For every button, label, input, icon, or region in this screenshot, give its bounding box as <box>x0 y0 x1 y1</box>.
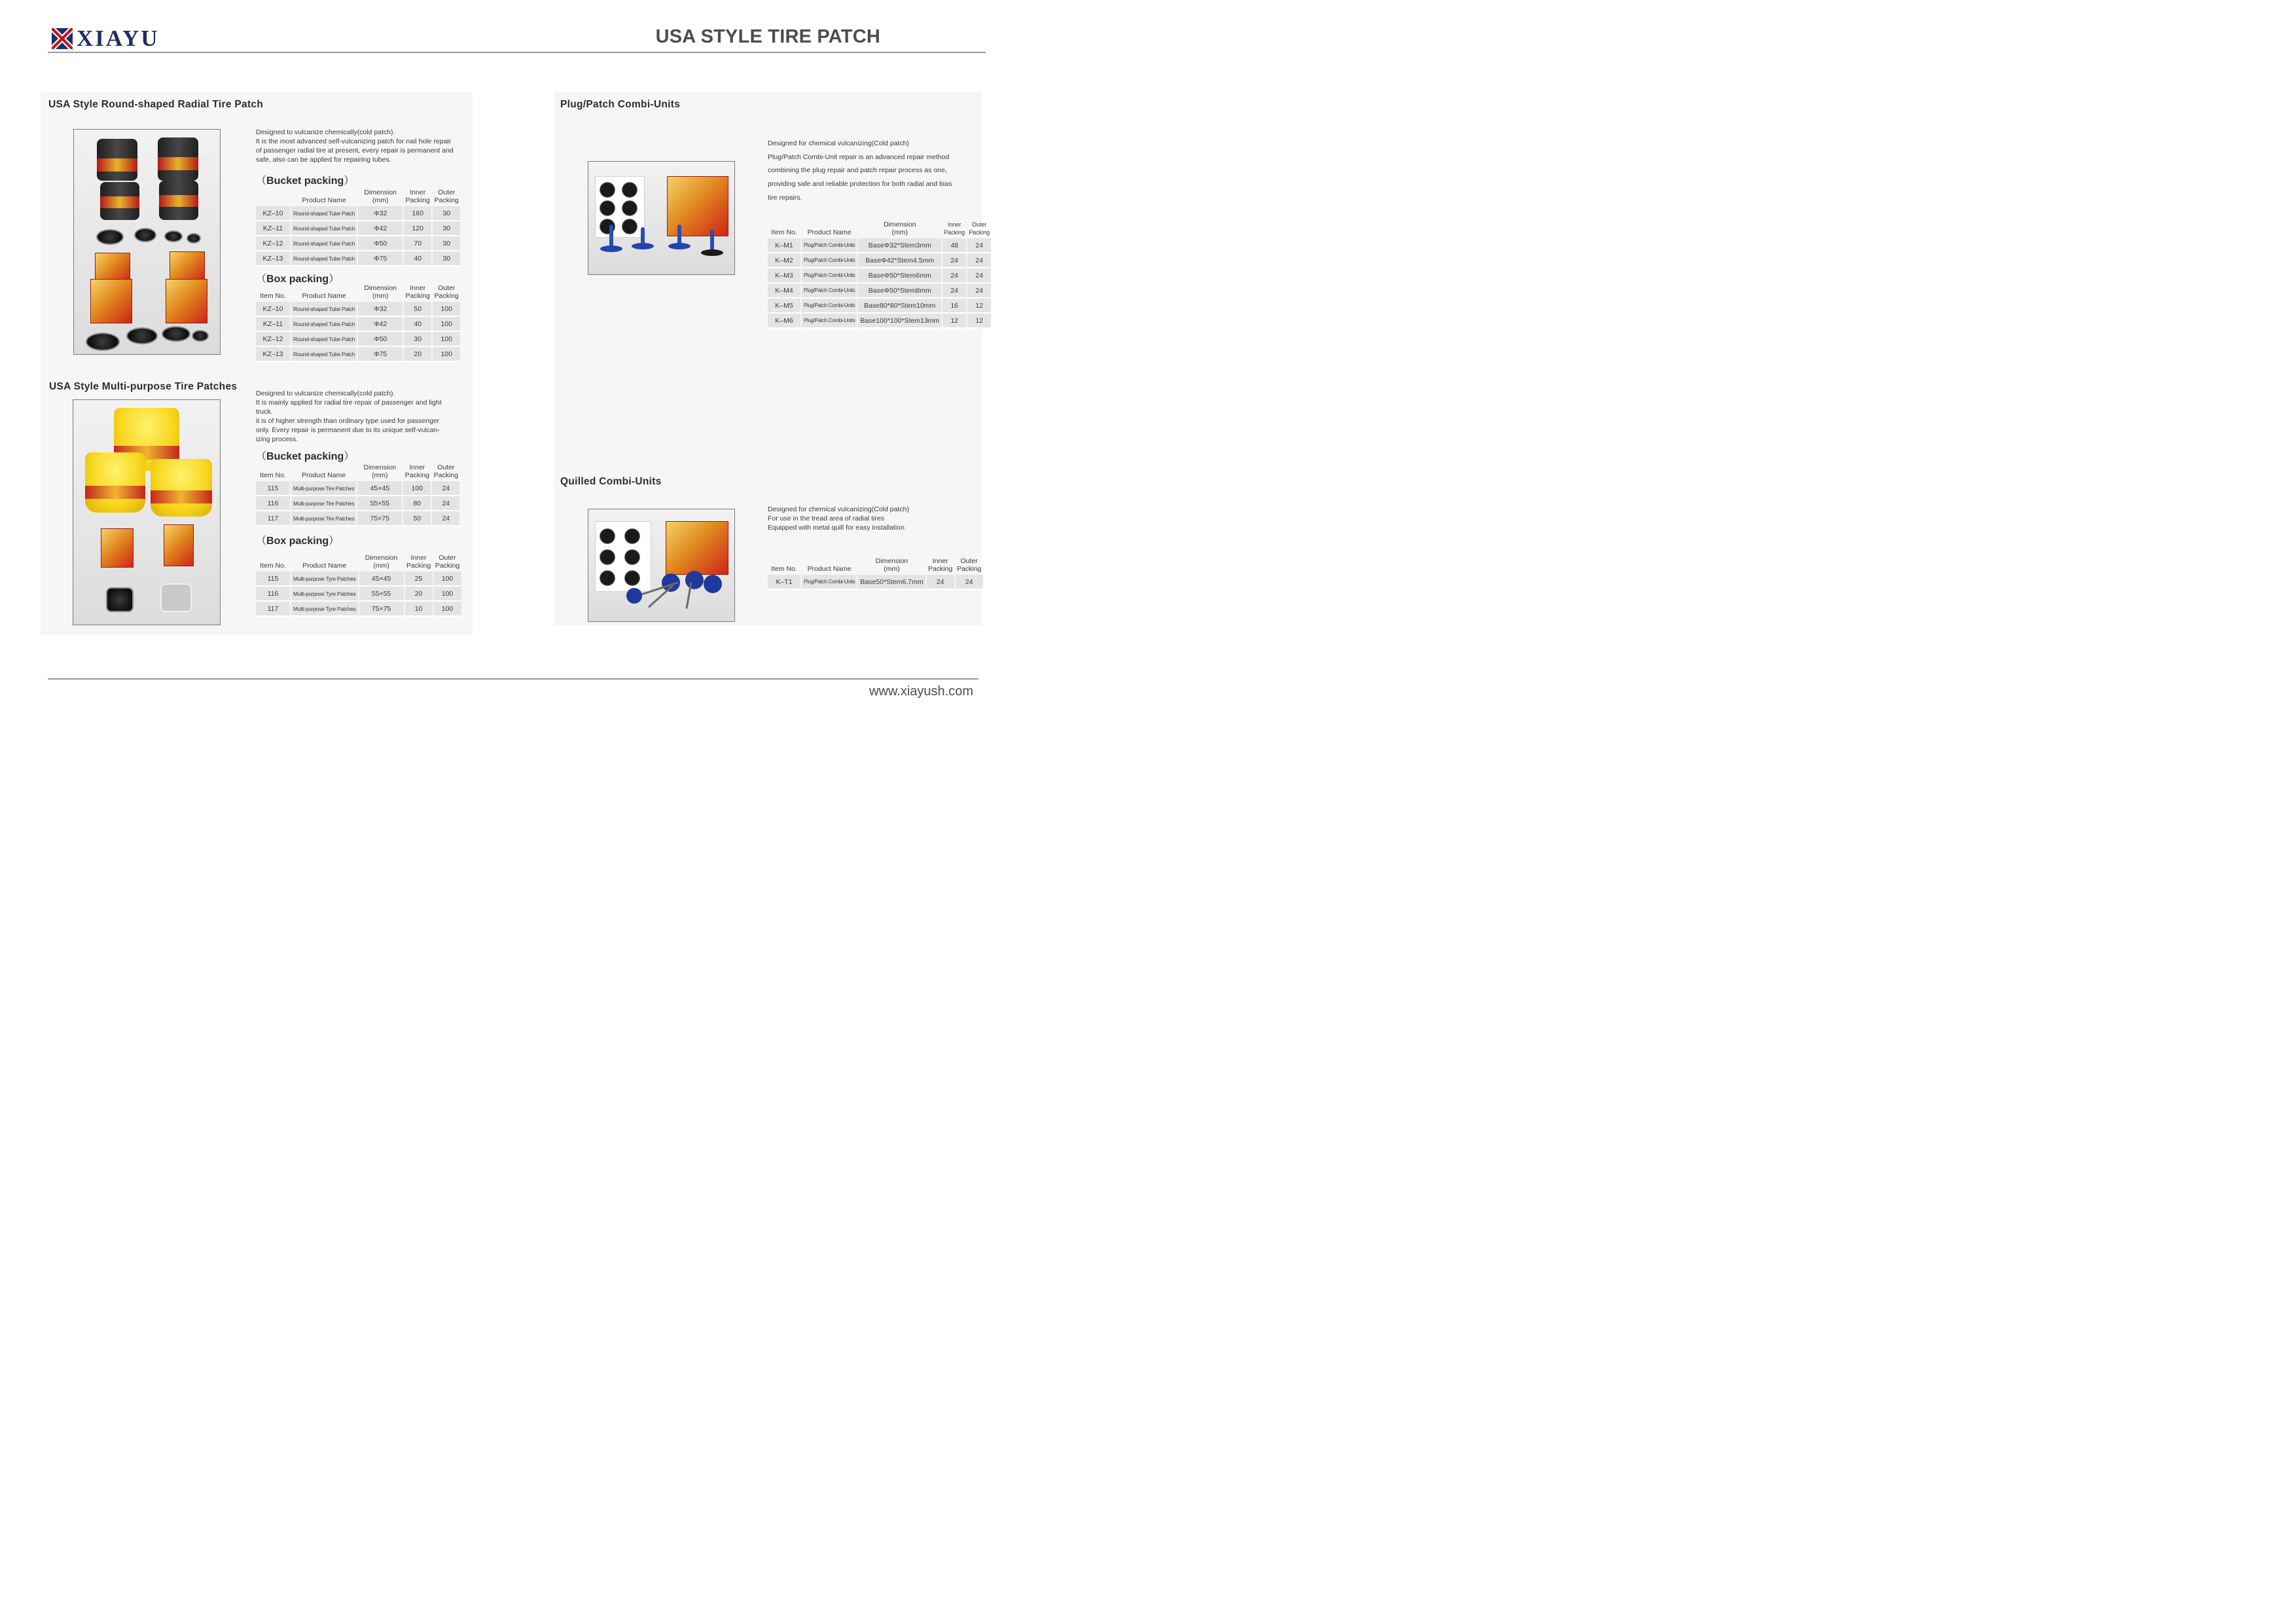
table-cell: 30 <box>433 206 460 221</box>
brand-name: XIAYU <box>77 26 160 51</box>
round-box-packing-heading: （Box packing） <box>256 274 340 285</box>
table-row <box>768 575 983 590</box>
description-line: It is the most advanced self-vulcanizing patch for nail hole repair <box>256 137 452 145</box>
table-cell: 40 <box>404 317 431 332</box>
description-line: of passenger radial tire at present, every repair is permanent and <box>256 147 454 155</box>
packing-label: Bucket packing <box>266 451 344 462</box>
table-cell: K–M5 <box>768 299 800 314</box>
table-cell: KZ–13 <box>256 251 290 266</box>
table-cell: 12 <box>967 314 991 329</box>
table-cell: 45×45 <box>357 481 402 496</box>
description-line: Designed for chemical vulcanizing(Cold patch) <box>768 505 909 513</box>
table-row <box>768 238 991 253</box>
table-cell: K–M4 <box>768 283 800 299</box>
column-header: Inner Packing <box>405 284 430 300</box>
table-cell: 75×75 <box>359 602 404 617</box>
table-cell: Round-shaped Tube Patch <box>291 236 357 251</box>
brand-logo <box>52 27 160 50</box>
quilled-table <box>766 557 984 590</box>
table-cell: BaseΦ50*Stem8mm <box>858 283 941 299</box>
table-cell: 10 <box>405 602 433 617</box>
column-header: Inner Packing <box>944 221 965 236</box>
section-title-quilled: Quilled Combi-Units <box>560 476 662 487</box>
description-line: safe, also can be applied for repairing tubes. <box>256 156 391 164</box>
table-row <box>256 317 460 332</box>
table-cell: Round-shaped Tube Patch <box>291 206 357 221</box>
table-cell: Multi-purpose Tire Patches <box>291 496 356 511</box>
packing-label: Bucket packing <box>266 175 344 187</box>
table-cell: 24 <box>942 283 966 299</box>
table-cell: Multi-purpose Tyre Patches <box>291 587 358 602</box>
column-header: Outer Packing <box>956 557 982 573</box>
table-row <box>256 481 459 496</box>
description-line: Designed to vulcanize chemically(cold patch). <box>256 390 395 397</box>
multi-purpose-product-photo <box>73 399 221 625</box>
table-cell: 100 <box>433 347 460 362</box>
description-line: providing safe and reliable protection for both radial and bias <box>768 180 952 189</box>
table-row <box>256 332 460 347</box>
table-cell: KZ–13 <box>256 347 290 362</box>
column-header: Dimension (mm) <box>875 557 908 573</box>
table-cell: KZ–10 <box>256 206 290 221</box>
column-header: Dimension (mm) <box>883 221 916 236</box>
plug-patch-table <box>766 221 992 329</box>
table-cell: Round-shaped Tube Patch <box>291 332 357 347</box>
table-row <box>256 347 460 362</box>
description-line: izing process. <box>256 435 298 443</box>
table-cell: BaseΦ32*Stem3mm <box>858 238 941 253</box>
table-cell: 100 <box>434 602 461 617</box>
packing-label: Box packing <box>266 536 329 547</box>
table-cell: 20 <box>404 347 431 362</box>
table-cell: 116 <box>256 587 290 602</box>
table-cell: 70 <box>404 236 431 251</box>
table-cell: Round-shaped Tube Patch <box>291 221 357 236</box>
round-bucket-table <box>255 189 461 266</box>
table-cell: Φ50 <box>358 236 403 251</box>
table-cell: 24 <box>967 268 991 283</box>
column-header: Outer Packing <box>433 464 458 479</box>
table-cell: Plug/Patch Combi-Units <box>802 575 857 590</box>
column-header: Inner Packing <box>927 557 953 573</box>
header-divider <box>48 52 986 53</box>
table-cell: 117 <box>256 602 290 617</box>
table-cell: Plug/Patch Combi-Units <box>802 238 857 253</box>
col-item-no: Item No. <box>260 292 286 300</box>
table-cell: 80 <box>403 496 431 511</box>
table-cell: Φ32 <box>358 302 403 317</box>
table-cell: 116 <box>256 496 290 511</box>
table-cell: 50 <box>403 511 431 526</box>
table-cell: 117 <box>256 511 290 526</box>
table-cell: 24 <box>967 238 991 253</box>
table-cell: 40 <box>404 251 431 266</box>
description-line: tire repairs. <box>768 193 802 202</box>
description-line: Designed for chemical vulcanizing(Cold patch) <box>768 139 909 147</box>
table-row <box>256 251 460 266</box>
description-line: Equipped with metal quill for easy installation <box>768 524 905 532</box>
table-cell: 16 <box>942 299 966 314</box>
table-cell: KZ–10 <box>256 302 290 317</box>
packing-label: Box packing <box>266 274 329 285</box>
column-header: Dimension (mm) <box>365 554 398 570</box>
table-row <box>256 496 459 511</box>
table-cell: Multi-purpose Tire Patches <box>291 481 356 496</box>
table-cell: KZ–11 <box>256 221 290 236</box>
table-row <box>768 268 991 283</box>
table-row <box>256 221 460 236</box>
table-cell: Base80*80*Stem10mm <box>858 299 941 314</box>
table-cell: Plug/Patch Combi-Units <box>802 299 857 314</box>
table-cell: BaseΦ50*Stem6mm <box>858 268 941 283</box>
table-cell: Plug/Patch Combi-Units <box>802 268 857 283</box>
table-cell: Φ50 <box>358 332 403 347</box>
column-header: Outer Packing <box>434 284 459 300</box>
table-cell: 100 <box>403 481 431 496</box>
col-product-name: Product Name <box>302 471 346 479</box>
table-cell: Round-shaped Tube Patch <box>291 347 357 362</box>
table-cell: Base50*Stem6.7mm <box>858 575 925 590</box>
table-cell: Round-shaped Tube Patch <box>291 317 357 332</box>
column-header: Outer Packing <box>435 554 460 570</box>
description-line: For use in the tread area of radial tires <box>768 515 885 522</box>
table-cell: 115 <box>256 572 290 587</box>
table-cell: K–M1 <box>768 238 800 253</box>
section-title-round-radial: USA Style Round-shaped Radial Tire Patch <box>48 99 264 110</box>
table-cell: Φ42 <box>358 317 403 332</box>
col-product-name: Product Name <box>302 292 346 300</box>
description-line: Plug/Patch Combi-Unit repair is an advanced repair method <box>768 153 950 161</box>
table-cell: Multi-purpose Tyre Patches <box>291 602 358 617</box>
table-row <box>768 314 991 329</box>
table-cell: K–M3 <box>768 268 800 283</box>
table-cell: 24 <box>432 481 459 496</box>
table-cell: BaseΦ42*Stem4.5mm <box>858 253 941 268</box>
table-cell: Φ42 <box>358 221 403 236</box>
column-header: Dimension (mm) <box>364 284 397 300</box>
round-radial-description <box>256 128 472 164</box>
column-header: Inner Packing <box>404 464 429 479</box>
table-cell: KZ–12 <box>256 332 290 347</box>
round-patch-product-photo <box>73 129 221 355</box>
table-row <box>256 587 461 602</box>
column-header: Dimension (mm) <box>364 189 397 204</box>
column-header: Dimension (mm) <box>363 464 397 479</box>
table-cell: 75×75 <box>357 511 402 526</box>
table-cell: 24 <box>967 283 991 299</box>
table-row <box>256 511 459 526</box>
table-cell: 100 <box>434 587 461 602</box>
table-cell: 100 <box>434 572 461 587</box>
col-product-name: Product Name <box>807 228 852 236</box>
table-cell: 100 <box>433 317 460 332</box>
table-cell: KZ–11 <box>256 317 290 332</box>
column-header: Inner Packing <box>406 554 431 570</box>
table-cell: Multi-purpose Tyre Patches <box>291 572 358 587</box>
table-cell: 25 <box>405 572 433 587</box>
table-cell: 30 <box>433 251 460 266</box>
table-cell: 24 <box>927 575 954 590</box>
multi-purpose-description <box>256 389 472 444</box>
table-cell: Φ75 <box>358 347 403 362</box>
brand-flag-icon <box>52 28 73 49</box>
table-cell: Φ75 <box>358 251 403 266</box>
table-row <box>256 302 460 317</box>
table-cell: 24 <box>942 253 966 268</box>
page-title: USA STYLE TIRE PATCH <box>655 26 880 47</box>
table-cell: 24 <box>942 268 966 283</box>
column-header: Inner Packing <box>405 189 430 204</box>
table-cell: 30 <box>404 332 431 347</box>
table-cell: 20 <box>405 587 433 602</box>
table-cell: Φ32 <box>358 206 403 221</box>
plug-patch-product-photo <box>588 161 735 275</box>
table-cell: 100 <box>433 332 460 347</box>
table-cell: 30 <box>433 221 460 236</box>
description-line: only. Every repair is permanent due to its unique self-vulcan- <box>256 426 440 434</box>
section-title-multi-purpose: USA Style Multi-purpose Tire Patches <box>49 381 238 392</box>
table-cell: Round-shaped Tube Patch <box>291 251 357 266</box>
col-item-no: Item No. <box>771 565 797 573</box>
table-cell: 24 <box>967 253 991 268</box>
multi-bucket-table <box>255 464 461 526</box>
table-row <box>256 572 461 587</box>
table-cell: 24 <box>956 575 983 590</box>
table-row <box>256 206 460 221</box>
col-item-no: Item No. <box>771 228 797 236</box>
col-item-no: Item No. <box>260 562 286 570</box>
table-cell: 12 <box>967 299 991 314</box>
table-cell: Plug/Patch Combi-Units <box>802 314 857 329</box>
section-title-plug-patch: Plug/Patch Combi-Units <box>560 99 681 110</box>
table-row <box>768 283 991 299</box>
column-header <box>256 189 290 206</box>
table-cell: 30 <box>433 236 460 251</box>
multi-box-packing-heading: （Box packing） <box>256 536 340 547</box>
table-cell: 55×55 <box>357 496 402 511</box>
col-product-name: Product Name <box>302 562 347 570</box>
description-line: combining the plug repair and patch repair process as one, <box>768 166 947 175</box>
quilled-description <box>768 505 984 532</box>
column-header: Outer Packing <box>969 221 990 236</box>
table-cell: 55×55 <box>359 587 404 602</box>
table-cell: 100 <box>433 302 460 317</box>
table-cell: Base100*100*Stem13mm <box>858 314 941 329</box>
table-cell: 160 <box>404 206 431 221</box>
multi-box-table <box>255 554 463 617</box>
description-line: Designed to vulcanize chemically(cold patch). <box>256 128 395 136</box>
table-cell: KZ–12 <box>256 236 290 251</box>
table-cell: 50 <box>404 302 431 317</box>
description-line: It is mainly applied for radial tire repair of passenger and light <box>256 399 442 407</box>
table-cell: Plug/Patch Combi-Units <box>802 283 857 299</box>
table-cell: 120 <box>404 221 431 236</box>
table-cell: 115 <box>256 481 290 496</box>
col-product-name: Product Name <box>807 565 852 573</box>
footer-divider <box>48 678 978 680</box>
table-cell: K–T1 <box>768 575 800 590</box>
col-item-no: Item No. <box>260 471 286 479</box>
col-product-name: Product Name <box>302 196 346 204</box>
multi-bucket-packing-heading: （Bucket packing） <box>256 451 355 462</box>
table-row <box>256 602 461 617</box>
description-line: truck. <box>256 408 273 416</box>
table-cell: K–M6 <box>768 314 800 329</box>
table-cell: Round-shaped Tube Patch <box>291 302 357 317</box>
table-cell: 45×45 <box>359 572 404 587</box>
column-header: Outer Packing <box>434 189 459 204</box>
plug-patch-description <box>768 137 984 205</box>
table-cell: Multi-purpose Tire Patches <box>291 511 356 526</box>
table-row <box>768 253 991 268</box>
table-cell: K–M2 <box>768 253 800 268</box>
table-cell: Plug/Patch Combi-Units <box>802 253 857 268</box>
footer-website-link[interactable]: www.xiayush.com <box>869 684 973 699</box>
quilled-product-photo <box>588 509 735 622</box>
table-row <box>768 299 991 314</box>
table-cell: 12 <box>942 314 966 329</box>
table-cell: 48 <box>942 238 966 253</box>
round-box-table <box>255 284 461 362</box>
table-cell: 24 <box>432 511 459 526</box>
round-bucket-packing-heading: （Bucket packing） <box>256 175 355 187</box>
table-row <box>256 236 460 251</box>
table-cell: 24 <box>432 496 459 511</box>
description-line: it is of higher strength than ordinary type used for passenger <box>256 417 440 425</box>
